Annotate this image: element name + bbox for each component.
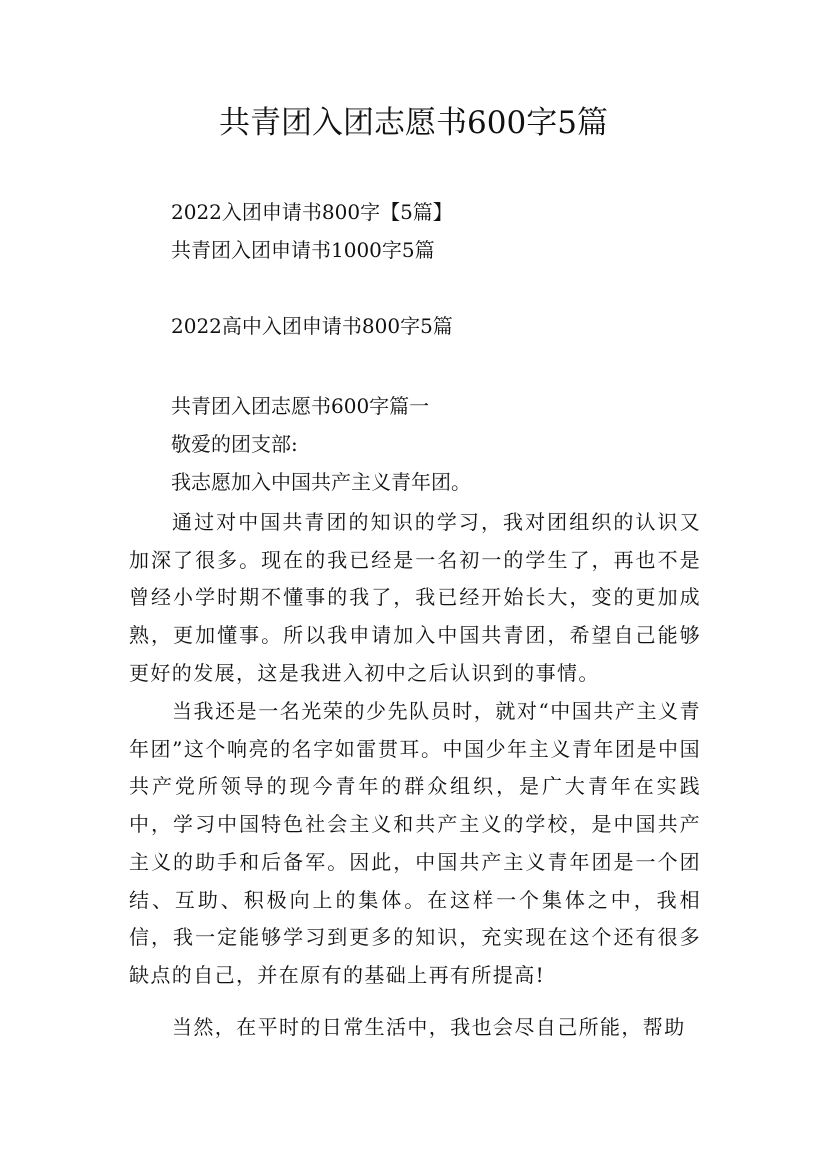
salutation: 敬爱的团支部: [171,432,298,456]
body-paragraph: 当然，在平时的日常生活中，我也会尽自己所能，帮助 [172,1015,686,1039]
opening-sentence: 我志愿加入中国共产主义青年团。 [171,470,471,494]
section-heading: 共青团入团志愿书600字篇一 [171,394,430,418]
document-title: 共青团入团志愿书600字5篇 [219,105,608,141]
body-paragraph: 当我还是一名光荣的少先队员时，就对“中国共产主义青年团”这个响亮的名字如雷贯耳。中国少年主义青年团是中国共产党所领导的现今青年的群众组织，是广大青年在实践中，学习中国特色社会主义和共产主义的学校，是中国共产主义的助手和后备军。因此，中国共产主义青年团是一个团结、互助、积极向上的集体。在这样一个集体之中，我相信，我一定能够学习到更多的知识，充实现在这个还有很多缺点的自己，并在原有的基础上再有所提高! [129,699,701,987]
body-paragraph: 通过对中国共青团的知识的学习，我对团组织的认识又加深了很多。现在的我已经是一名初一的学生了，再也不是曾经小学时期不懂事的我了，我已经开始长大，变的更加成熟，更加懂事。所以我申请加入中国共青团，希望自己能够更好的发展，这是我进入初中之后认识到的事情。 [129,510,701,685]
related-article-link-1: 2022入团申请书800字【5篇】 [171,200,453,224]
related-article-link-2: 共青团入团申请书1000字5篇 [171,238,435,262]
related-article-link-3: 2022高中入团申请书800字5篇 [171,314,453,338]
